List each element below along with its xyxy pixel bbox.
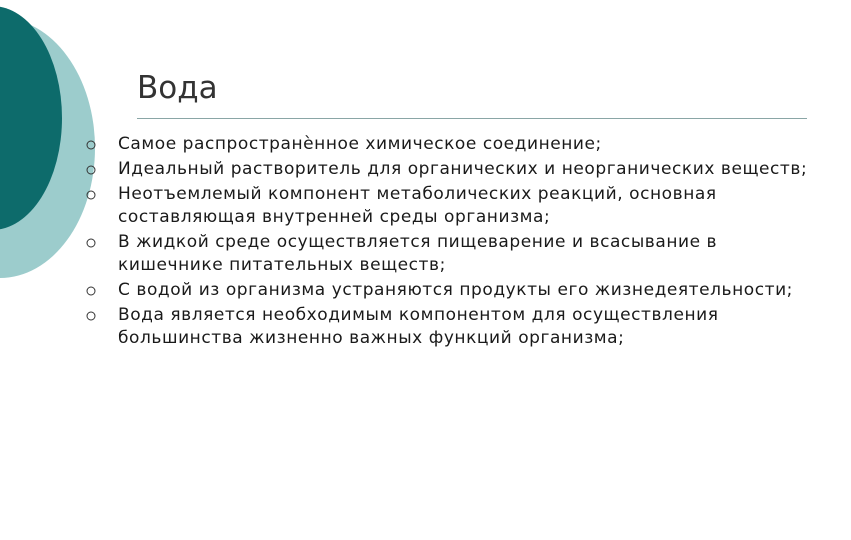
title-divider [137,118,807,119]
bullet-item [86,133,816,156]
bullet-text: Самое распространѐнное химическое соединение; [118,134,602,154]
bullet-text: Неотъемлемый компонент метаболических реакций, основная составляющая внутренней среды организма; [118,184,717,227]
bullet-text: С водой из организма устраняются продукты его жизнедеятельности; [118,280,793,300]
hollow-circle-icon [86,140,96,150]
bullet-item [86,183,816,229]
hollow-circle-icon [86,311,96,321]
bullet-text: Вода является необходимым компонентом для осуществления большинства жизненно важных функций организма; [118,305,719,348]
bullet-item [86,158,816,181]
bullet-text: Идеальный растворитель для органических и неорганических веществ; [118,159,808,179]
hollow-circle-icon [86,190,96,200]
bullet-item [86,279,816,302]
bullet-text: В жидкой среде осуществляется пищеварение и всасывание в кишечнике питательных веществ; [118,232,718,275]
bullet-item [86,304,816,350]
bullet-list [86,133,816,352]
slide-title: Вода [137,70,218,106]
hollow-circle-icon [86,238,96,248]
hollow-circle-icon [86,286,96,296]
bullet-item [86,231,816,277]
hollow-circle-icon [86,165,96,175]
